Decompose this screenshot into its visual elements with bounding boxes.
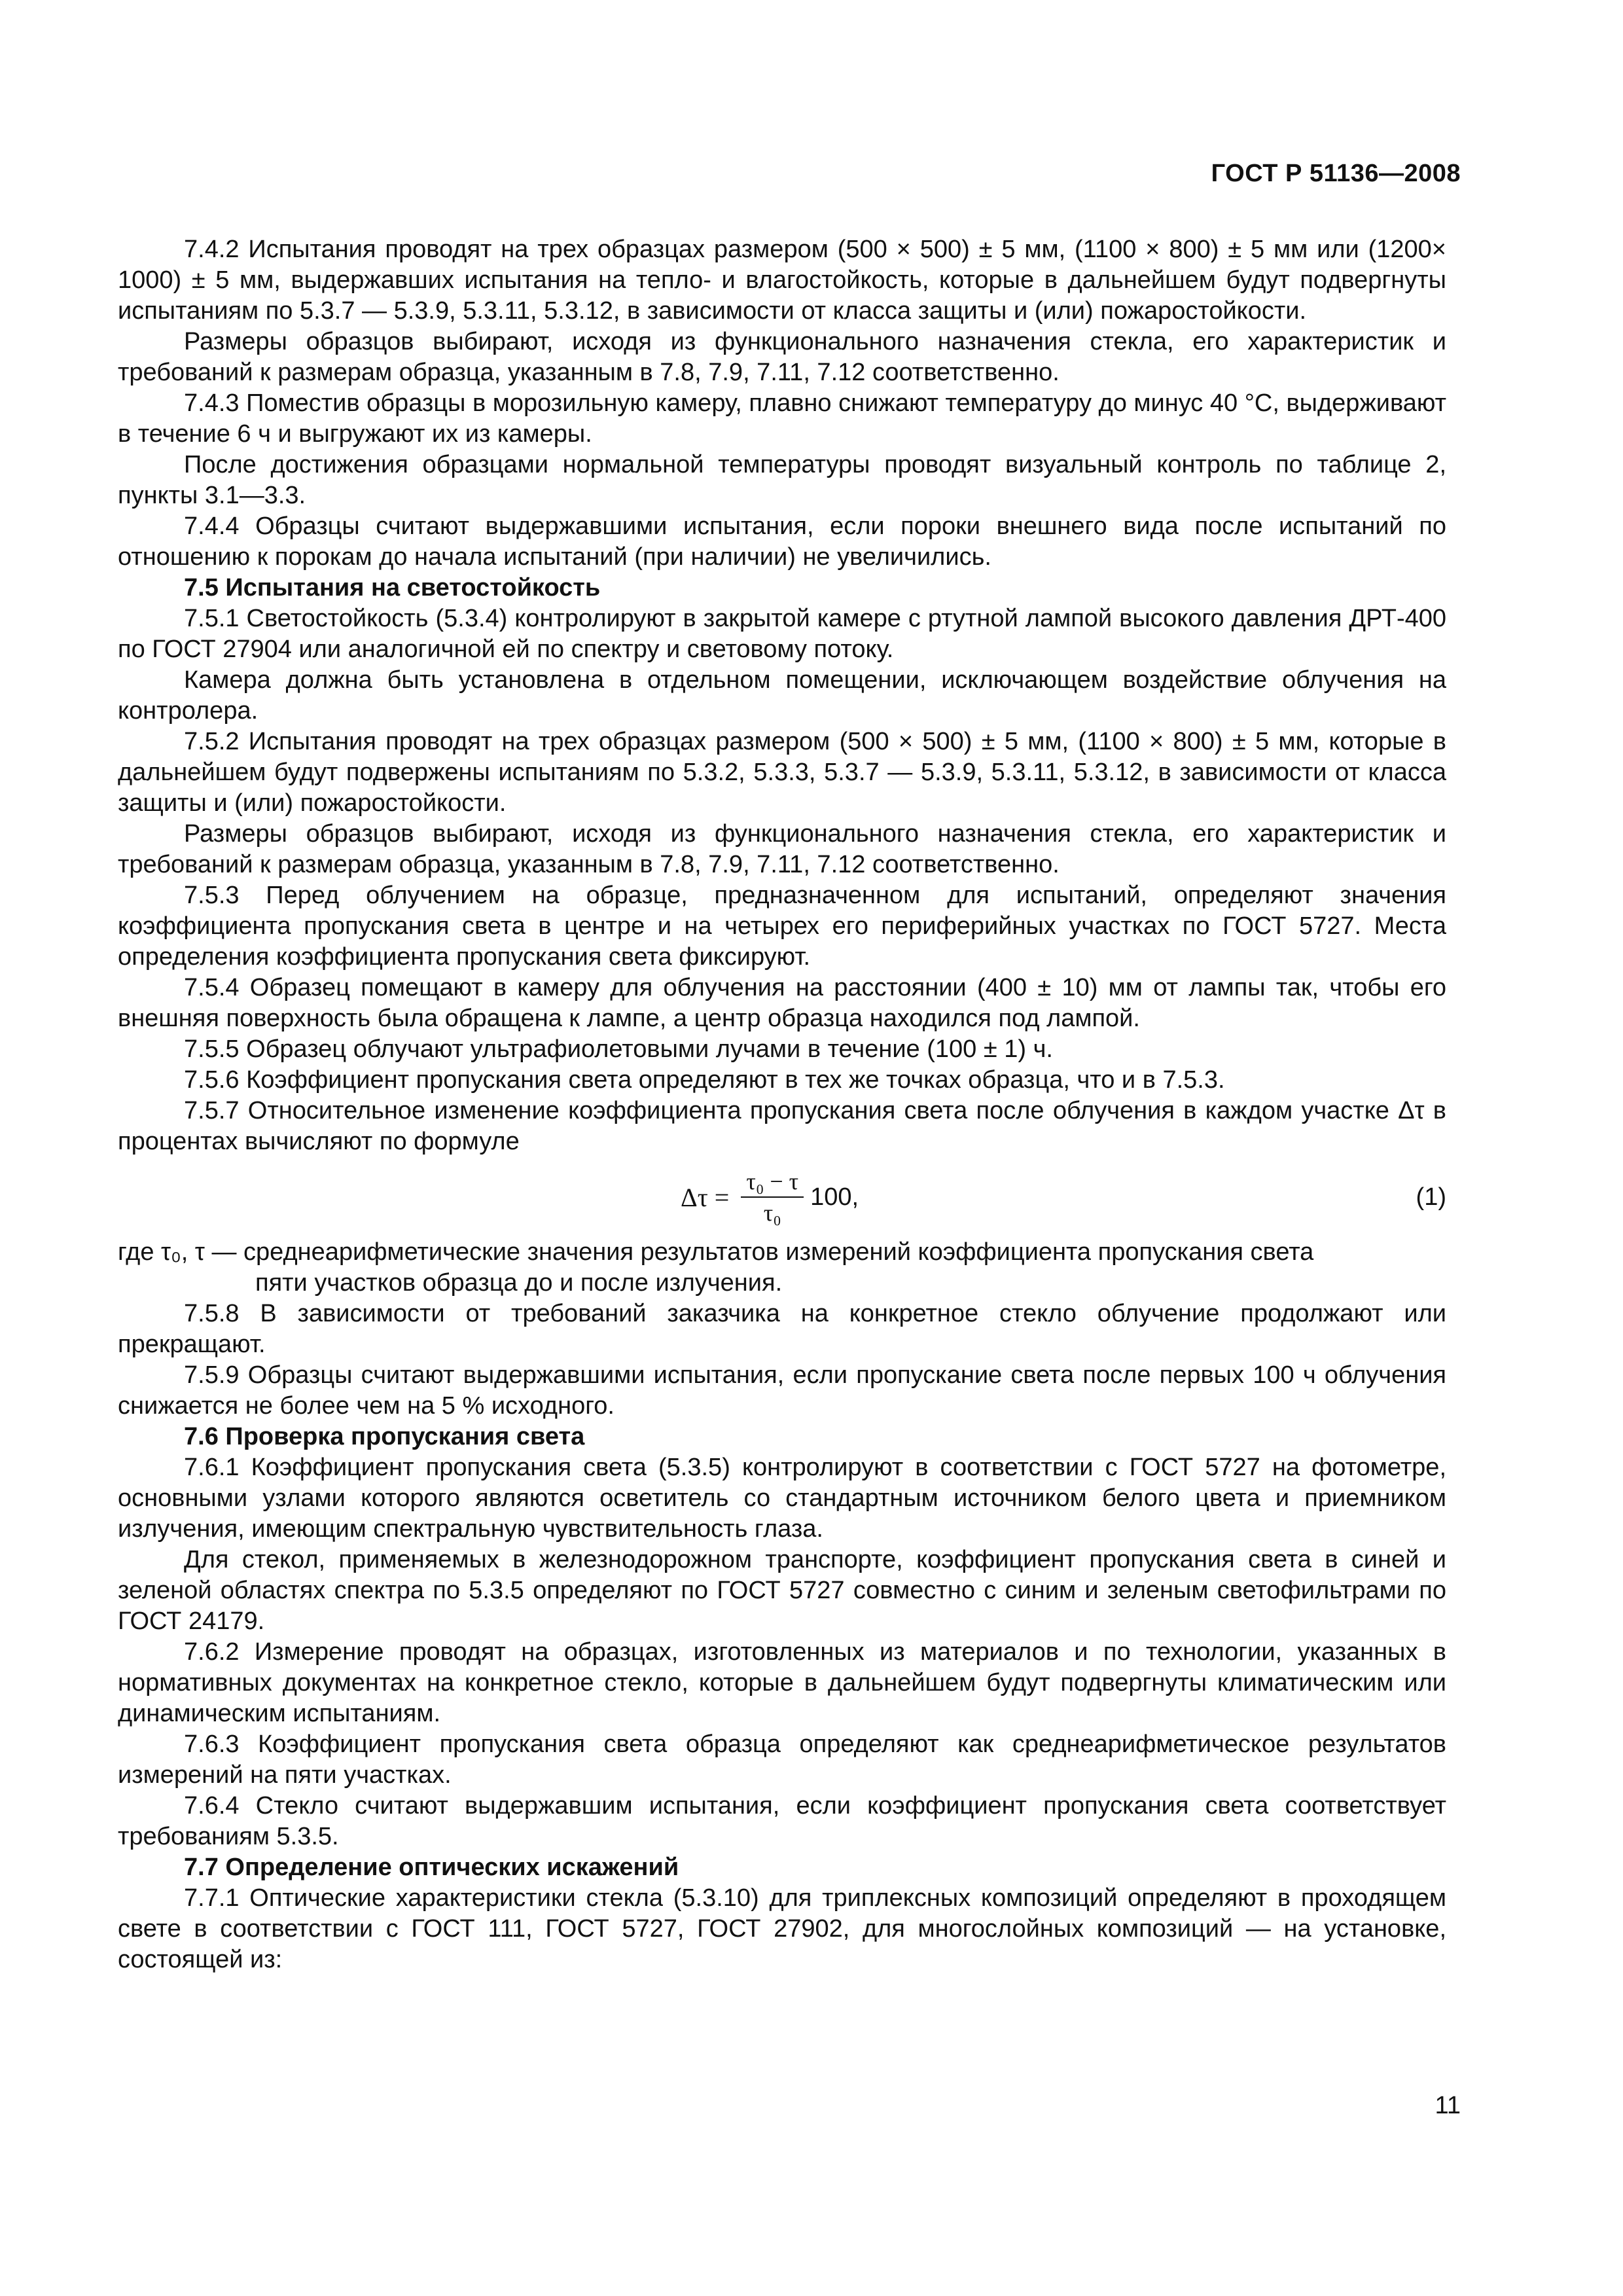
paragraph: 7.6.3 Коэффициент пропускания света образца определяют как среднеарифметическое результатов измерений на пяти участках. [118,1731,1446,1789]
paragraph: 7.5.2 Испытания проводят на трех образцах размером (500 × 500) ± 5 мм, (1100 × 800) ± 5 мм, которые в дальнейшем будут подвержены испытаниям по 5.3.2, 5.3.3, 5.3.7 — 5.3.9, 5.3.11, 5.3.12, в зависимости от класса защиты и (или) пожаростойкости. [118,728,1446,817]
document-body [118,234,1446,1975]
paragraph: 7.5.4 Образец помещают в камеру для облучения на расстоянии (400 ± 10) мм от лампы так, чтобы его внешняя поверхность была обращена к лампе, а центр образца находился под лампой. [118,974,1446,1032]
paragraph: 7.5.1 Светостойкость (5.3.4) контролируют в закрытой камере с ртутной лампой высокого давления ДРТ-400 по ГОСТ 27904 или аналогичной ей по спектру и световому потоку. [118,605,1446,663]
paragraph: 7.7.1 Оптические характеристики стекла (5.3.10) для триплексных композиций определяют в проходящем свете в соответствии с ГОСТ 111, ГОСТ 5727, ГОСТ 27902, для многослойных композиций — на установке, состоящей из: [118,1884,1446,1973]
formula-number: (1) [1416,1183,1446,1211]
paragraph: 7.4.3 Поместив образцы в морозильную камеру, плавно снижают температуру до минус 40 °С, выдерживают в течение 6 ч и выгружают их из камеры. [118,389,1446,448]
paragraph: После достижения образцами нормальной температуры проводят визуальный контроль по таблице 2, пункты 3.1—3.3. [118,451,1446,509]
paragraph: 7.5.8 В зависимости от требований заказчика на конкретное стекло облучение продолжают или прекращают. [118,1300,1446,1358]
formula [681,1168,859,1227]
formula-multiplier: 100, [810,1183,859,1211]
paragraph: 7.6.4 Стекло считают выдержавшим испытания, если коэффициент пропускания света соответствует требованиям 5.3.5. [118,1792,1446,1850]
paragraph: 7.4.4 Образцы считают выдержавшими испытания, если пороки внешнего вида после испытаний по отношению к порокам до начала испытаний (при наличии) не увеличились. [118,512,1446,571]
formula-lhs: Δτ = [681,1182,730,1212]
paragraph: 7.4.2 Испытания проводят на трех образцах размером (500 × 500) ± 5 мм, (1100 × 800) ± 5 мм или (1200× 1000) ± 5 мм, выдержавших испытания на тепло- и влагостойкость, которые в дальнейшем будут подвергнуты испытаниям по 5.3.7 — 5.3.9, 5.3.11, 5.3.12, в зависимости от класса защиты и (или) пожаростойкости. [118,236,1446,325]
paragraph: 7.5.9 Образцы считают выдержавшими испытания, если пропускание света после первых 100 ч облучения снижается не более чем на 5 % исходного. [118,1361,1446,1420]
paragraph: 7.5.6 Коэффициент пропускания света определяют в тех же точках образца, что и в 7.5.3. [184,1066,1225,1094]
document-code-header: ГОСТ Р 51136—2008 [1211,160,1461,187]
paragraph: 7.6.2 Измерение проводят на образцах, изготовленных из материалов и по технологии, указанных в нормативных документах на конкретное стекло, которые в дальнейшем будут подвергнуты климатическим или динамическим испытаниям. [118,1638,1446,1727]
formula-fraction [741,1168,804,1227]
formula-numerator: τ₀ − τ [741,1168,804,1198]
section-heading: 7.7 Определение оптических искажений [184,1854,679,1881]
paragraph: 7.5.3 Перед облучением на образце, предназначенном для испытаний, определяют значения коэффициента пропускания света в центре и на четырех его периферийных участках по ГОСТ 5727. Места определения коэффициента пропускания света фиксируют. [118,882,1446,971]
formula-legend [118,1237,1446,1299]
paragraph: Для стекол, применяемых в железнодорожном транспорте, коэффициент пропускания света в синей и зеленой областях спектра по 5.3.5 определяют по ГОСТ 5727 совместно с синим и зеленым светофильтрами по ГОСТ 24179. [118,1546,1446,1635]
paragraph: Камера должна быть установлена в отдельном помещении, исключающем воздействие облучения на контролера. [118,666,1446,725]
formula-legend-line: где τ₀, τ — среднеарифметические значения результатов измерений коэффициента пропускания света [118,1238,1314,1266]
paragraph: Размеры образцов выбирают, исходя из функционального назначения стекла, его характеристик и требований к размерам образца, указанным в 7.8, 7.9, 7.11, 7.12 соответственно. [118,328,1446,386]
formula-denominator: τ₀ [763,1200,781,1226]
page-number: 11 [1435,2092,1461,2119]
paragraph: Размеры образцов выбирают, исходя из функционального назначения стекла, его характеристик и требований к размерам образца, указанным в 7.8, 7.9, 7.11, 7.12 соответственно. [118,820,1446,878]
formula-block [118,1164,1446,1229]
section-heading: 7.5 Испытания на светостойкость [184,574,601,601]
section-heading: 7.6 Проверка пропускания света [184,1423,585,1450]
formula-legend-line: пяти участков образца до и после излучения. [255,1269,783,1297]
paragraph: 7.6.1 Коэффициент пропускания света (5.3.5) контролируют в соответствии с ГОСТ 5727 на фотометре, основными узлами которого являются осветитель со стандартным источником белого цвета и приемником излучения, имеющим спектральную чувствительность глаза. [118,1454,1446,1543]
paragraph: 7.5.7 Относительное изменение коэффициента пропускания света после облучения в каждом участке Δτ в процентах вычисляют по формуле [118,1097,1446,1155]
paragraph: 7.5.5 Образец облучают ультрафиолетовыми лучами в течение (100 ± 1) ч. [184,1035,1053,1063]
